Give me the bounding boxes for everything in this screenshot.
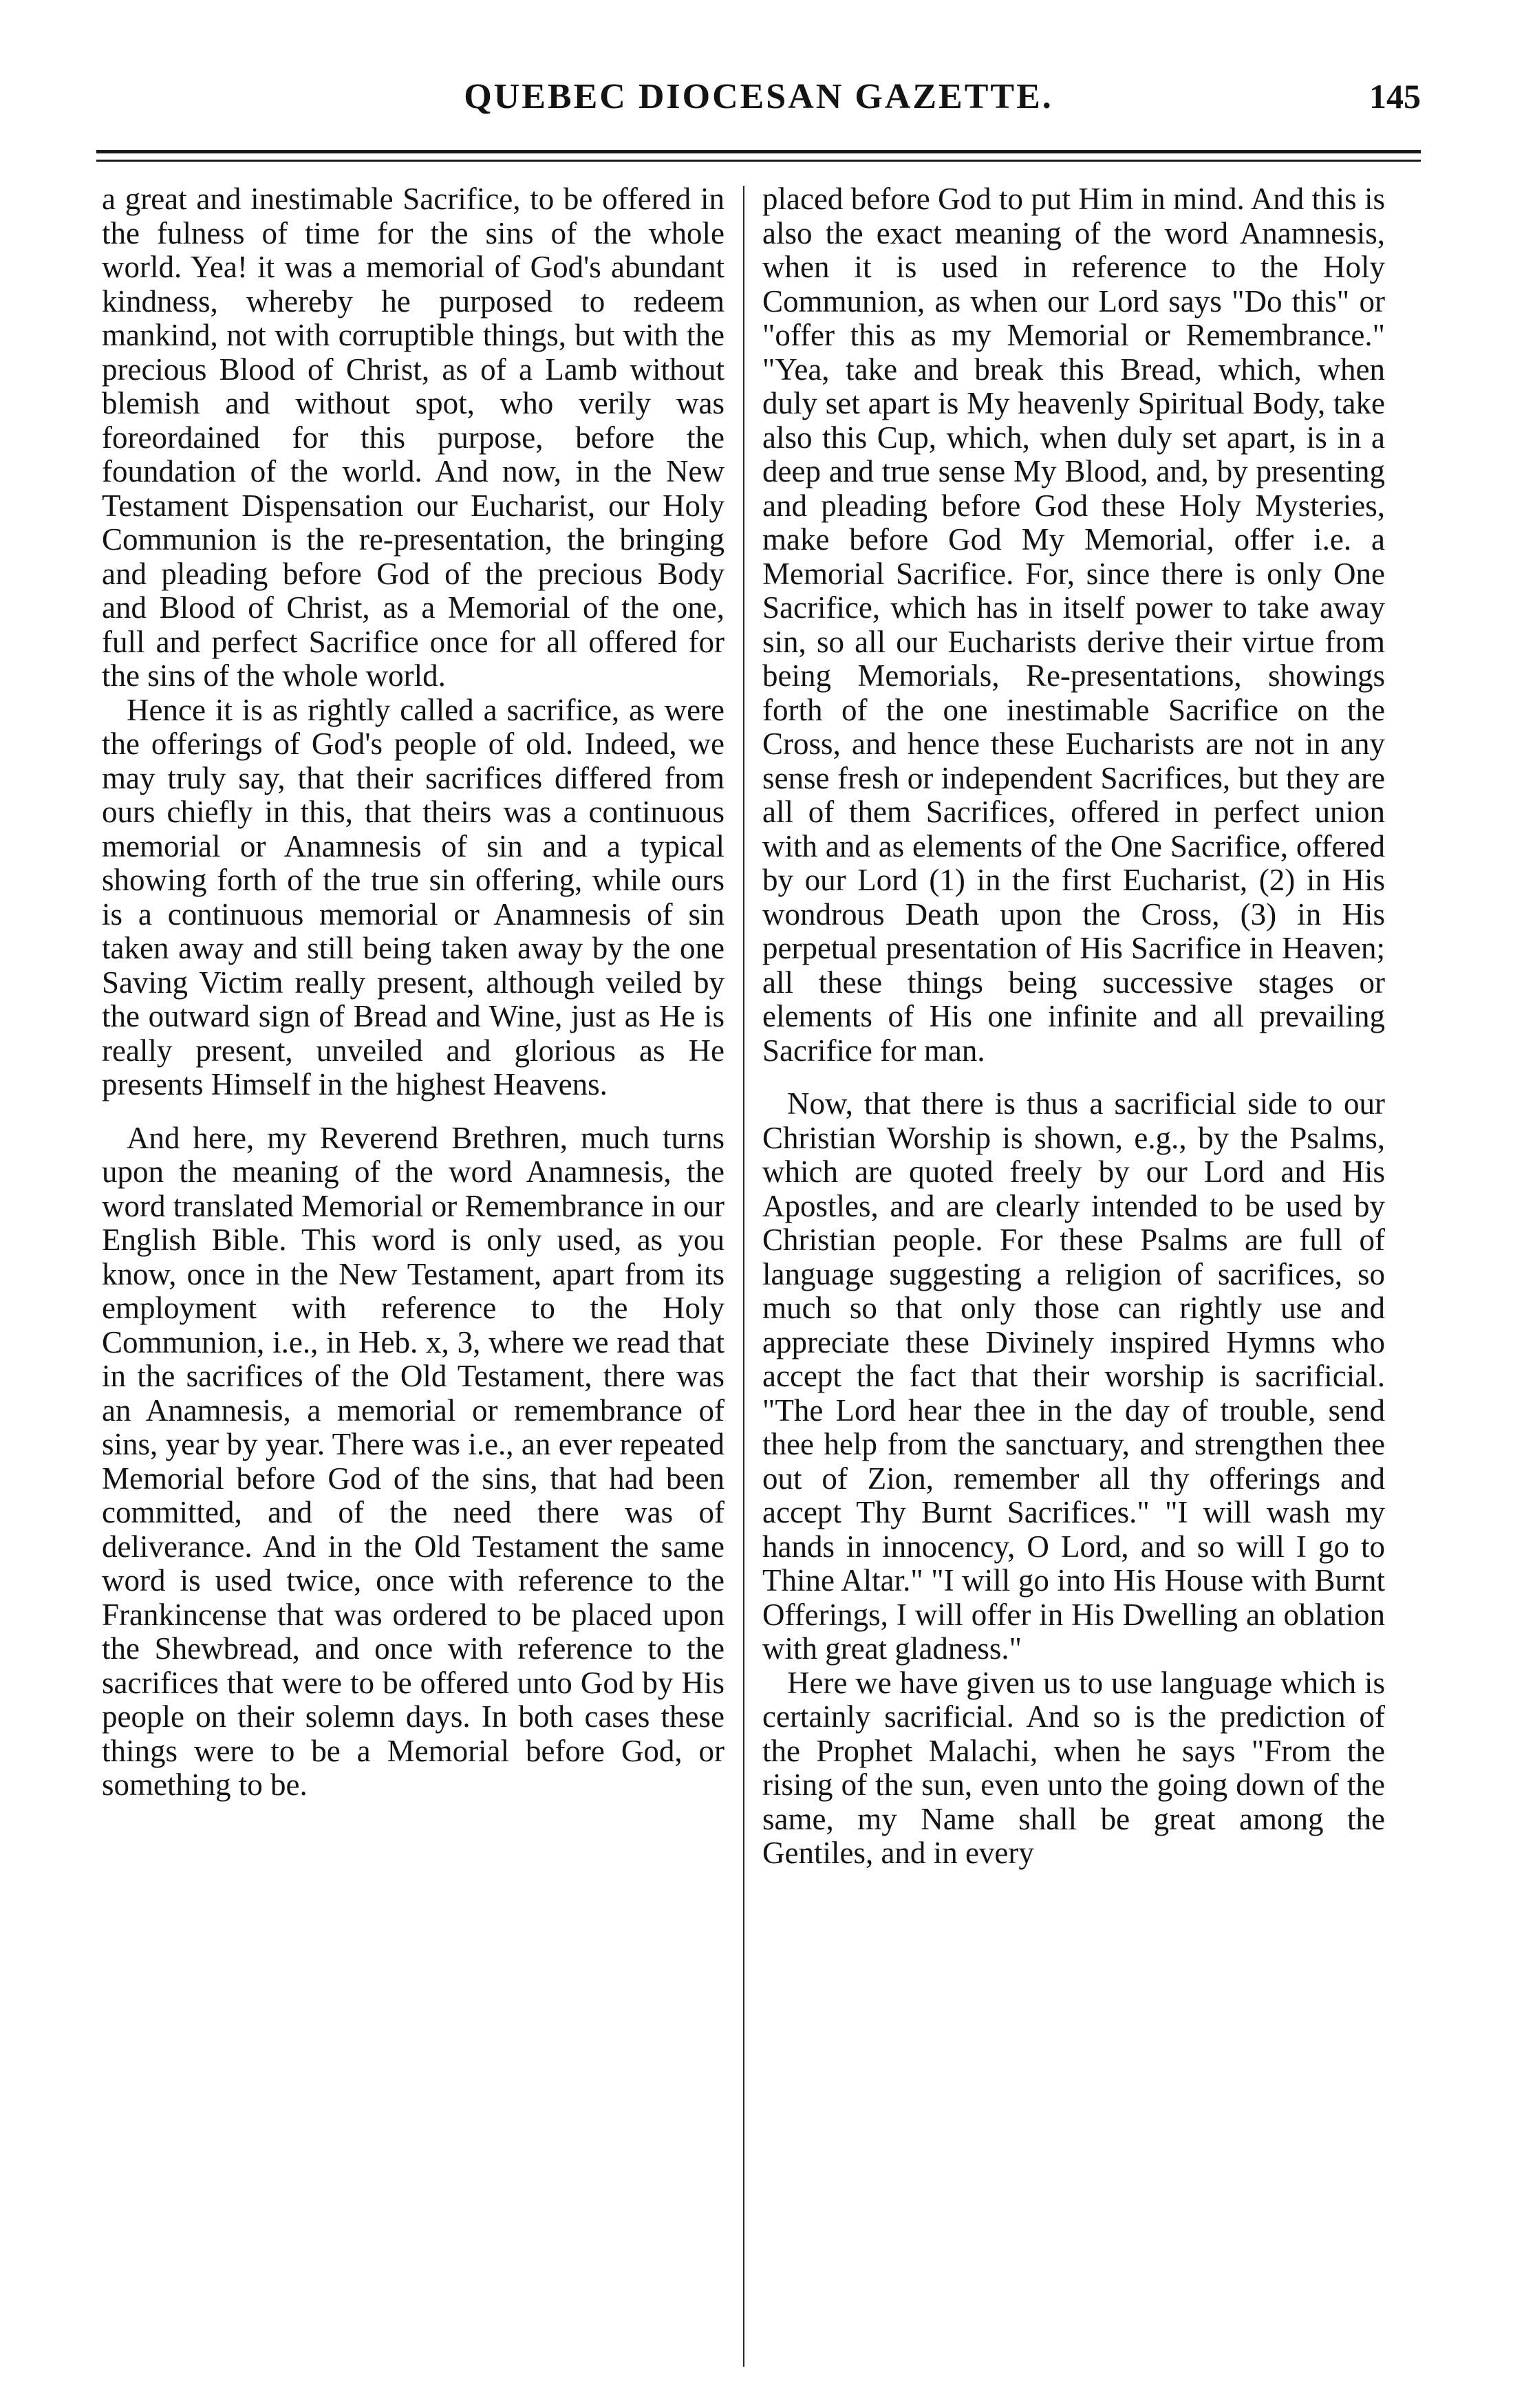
left-column [102,182,725,2370]
right-paragraph-1: placed before God to put Him in mind. And this is also the exact meaning of the word Anamnesis, when it is used in reference to the Holy Communion, as when our Lord says "Do this" or "offer this as my Memorial or Remembrance." "Yea, take and break this Bread, which, when duly set apart is My heavenly Spiritual Body, take also this Cup, which, when duly set apart, is in a deep and true sense My Blood, and, by presenting and pleading before God these Holy Mysteries, make before God My Memorial, offer i.e. a Memorial Sacrifice. For, since there is only One Sacrifice, which has in itself power to take away sin, so all our Eucharists derive their virtue from being Memorials, Re-presentations, showings forth of the one inestimable Sacrifice on the Cross, and hence these Eucharists are not in any sense fresh or independent Sacrifices, but they are all of them Sacrifices, offered in perfect union with and as elements of the One Sacrifice, offered by our Lord (1) in the first Eucharist, (2) in His wondrous Death upon the Cross, (3) in His perpetual presentation of His Sacrifice in Heaven; all these things being successive stages or elements of His one infinite and all prevailing Sacrifice for man. [762,182,1385,1068]
right-paragraph-3: Here we have given us to use language which is certainly sacrificial. And so is the prediction of the Prophet Malachi, when he says "From the rising of the sun, even unto the going down of the same, my Name shall be great among the Gentiles, and in every [762,1665,1385,1870]
header-rule-thin [96,160,1421,162]
column-divider [743,186,744,2367]
publication-title: QUEBEC DIOCESAN GAZETTE. [464,77,1053,116]
page-header [96,72,1421,127]
header-rule-thick [96,150,1421,153]
right-paragraph-2: Now, that there is thus a sacrificial side to our Christian Worship is shown, e.g., by the Psalms, which are quoted freely by our Lord and His Apostles, and are clearly intended to be used by Christian people. For these Psalms are full of language suggesting a religion of sacrifices, so much so that only those can rightly use and appreciate these Divinely inspired Hymns who accept the fact that their worship is sacrificial. "The Lord hear thee in the day of trouble, send thee help from the sanctuary, and strengthen thee out of Zion, remember all thy offerings and accept Thy Burnt Sacrifices." "I will wash my hands in innocency, O Lord, and so will I go to Thine Altar." "I will go into His House with Burnt Offerings, I will offer in His Dwelling an oblation with great gladness." [762,1086,1385,1666]
left-paragraph-1: a great and inestimable Sacrifice, to be offered in the fulness of time for the sins of the whole world. Yea! it was a memorial of God's abundant kindness, whereby he purposed to redeem mankind, not with corruptible things, but with the precious Blood of Christ, as of a Lamb without blemish and without spot, who verily was foreordained for this purpose, before the foundation of the world. And now, in the New Testament Dispensation our Eucharist, our Holy Communion is the re-presentation, the bringing and pleading before God of the precious Body and Blood of Christ, as a Memorial of the one, full and perfect Sacrifice once for all offered for the sins of the whole world. [102,182,725,693]
right-column [762,182,1385,2370]
page-number: 145 [1369,77,1421,116]
left-paragraph-3: And here, my Reverend Brethren, much turns upon the meaning of the word Anamnesis, the word translated Memorial or Remembrance in our English Bible. This word is only used, as you know, once in the New Testament, apart from its employment with reference to the Holy Communion, i.e., in Heb. x, 3, where we read that in the sacrifices of the Old Testament, there was an Anamnesis, a memorial or remembrance of sins, year by year. There was i.e., an ever repeated Memorial before God of the sins, that had been committed, and of the need there was of deliverance. And in the Old Testament the same word is used twice, once with reference to the Frankincense that was ordered to be placed upon the Shewbread, and once with reference to the sacrifices that were to be offered unto God by His people on their solemn days. In both cases these things were to be a Memorial before God, or something to be. [102,1120,725,1802]
left-paragraph-2: Hence it is as rightly called a sacrifice, as were the offerings of God's people of old. Indeed, we may truly say, that their sacrifices differed from ours chiefly in this, that theirs was a continuous memorial or Anamnesis of sin and a typical showing forth of the true sin offering, while ours is a continuous memorial or Anamnesis of sin taken away and still being taken away by the one Saving Victim really present, although veiled by the outward sign of Bread and Wine, just as He is really present, unveiled and glorious as He presents Himself in the highest Heavens. [102,692,725,1101]
